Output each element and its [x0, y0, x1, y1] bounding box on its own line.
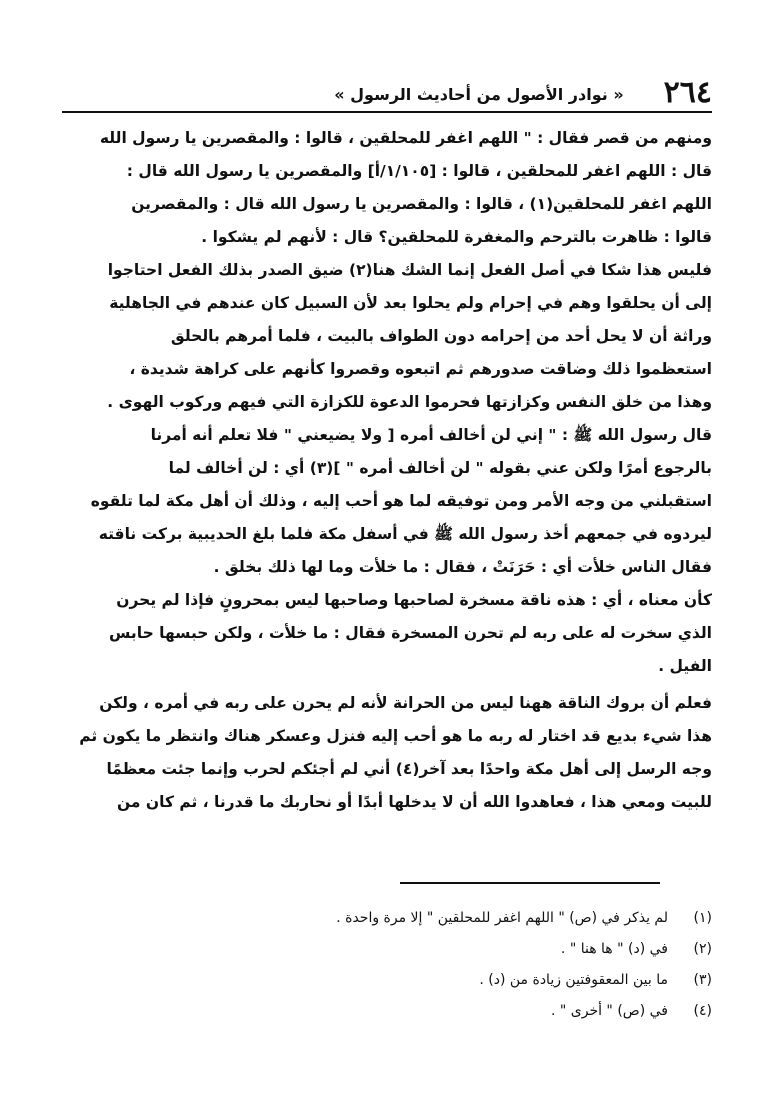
text-line: قال : اللهم اغفر للمحلقين ، قالوا : [١/١٠٥/أ] والمقصرين يا رسول الله قال : [126, 162, 712, 180]
text-line: كأن معناه ، أي : هذه ناقة مسخرة لصاحبها وصاحبها ليس بمحرونٍ فإذا لم يحرن [116, 591, 712, 609]
running-title: « نوادر الأصول من أحاديث الرسول » [334, 85, 624, 104]
text-line: اللهم اغفر للمحلقين(١) ، قالوا : والمقصرين يا رسول الله قال : والمقصرين [131, 195, 712, 213]
text-line: استعظموا ذلك وضاقت صدورهم ثم اتبعوه وقصروا كأنهم على كراهة شديدة ، [129, 360, 712, 378]
footnote-text: في (ص) " أخرى " . [550, 1002, 668, 1019]
text-line: قالوا : ظاهرت بالترحم والمغفرة للمحلقين؟ قال : لأنهم لم يشكوا . [201, 228, 712, 246]
text-line: فقال الناس خلأت أي : حَرَنَتْ ، فقال : ما خلأت وما لها ذلك بخلق . [213, 558, 712, 576]
text-line: وراثة أن لا يحل أحد من إحرامه دون الطواف بالبيت ، فلما أمرهم بالحلق [170, 327, 712, 345]
footnote [62, 902, 712, 933]
footnote [62, 964, 712, 995]
header-rule [62, 111, 712, 113]
footnotes [62, 902, 712, 1026]
page-number: ٢٦٤ [663, 75, 712, 110]
footnote-number: (٤) [693, 1002, 712, 1019]
text-line: هذا شيء بديع قد اختار له ربه ما هو أحب إليه فنزل وعسكر هناك وانتظر ما يكون ثم [79, 727, 712, 745]
text-line: وجه الرسل إلى أهل مكة واحدًا بعد آخر(٤) أني لم أجئكم لحرب وإنما جئت معظمًا [106, 760, 712, 778]
footnote [62, 933, 712, 964]
page-header [62, 76, 712, 108]
footnote [62, 995, 712, 1026]
text-line: ومنهم من قصر فقال : " اللهم اغفر للمحلقين ، قالوا : والمقصرين يا رسول الله [99, 129, 712, 147]
footnote-separator [400, 882, 660, 884]
text-line: بالرجوع أمرًا ولكن عني بقوله " لن أخالف أمره " ](٣) أي : لن أخالف لما [168, 459, 712, 477]
text-line: فعلم أن بروك الناقة ههنا ليس من الحرانة لأنه لم يحرن على ربه في أمره ، ولكن [99, 694, 712, 712]
text-line: الفيل . [658, 657, 712, 675]
text-line: وهذا من خلق النفس وكزازتها فحرموا الدعوة للكزازة التي فيهم وركوب الهوى . [107, 393, 712, 411]
text-line: إلى أن يحلقوا وهم في إحرام ولم يحلوا بعد لأن السبيل كان عندهم في الجاهلية [109, 294, 712, 312]
text-line: فليس هذا شكا في أصل الفعل إنما الشك هنا(٢) ضيق الصدر بذلك الفعل احتاجوا [107, 261, 712, 279]
text-line: الذي سخرت له على ربه لم تحرن المسخرة فقال : ما خلأت ، ولكن حبسها حابس [109, 624, 712, 642]
text-line: ليردوه في جمعهم أخذ رسول الله ﷺ في أسفل مكة فلما بلغ الحديبية بركت ناقته [98, 525, 712, 543]
footnote-number: (١) [693, 909, 712, 926]
text-line: قال رسول الله ﷺ : " إني لن أخالف أمره [ ولا يضيعني " فلا تعلم أنه أمرنا [150, 426, 712, 444]
text-line: للبيت ومعي هذا ، فعاهدوا الله أن لا يدخلها أبدًا أو نحاربك ما قدرنا ، ثم كان من [116, 793, 712, 811]
footnote-text: ما بين المعقوفتين زيادة من (د) . [479, 971, 668, 988]
footnote-number: (٢) [693, 940, 712, 957]
body-text [62, 122, 712, 819]
footnote-text: في (د) " ها هنا " . [560, 940, 668, 957]
footnote-text: لم يذكر في (ص) " اللهم اغفر للمحلقين " إلا مرة واحدة . [336, 909, 668, 926]
text-line: استقبلني من وجه الأمر ومن توفيقه لما هو أحب إليه ، وذلك أن أهل مكة لما تلقوه [90, 492, 712, 510]
footnote-number: (٣) [693, 971, 712, 988]
